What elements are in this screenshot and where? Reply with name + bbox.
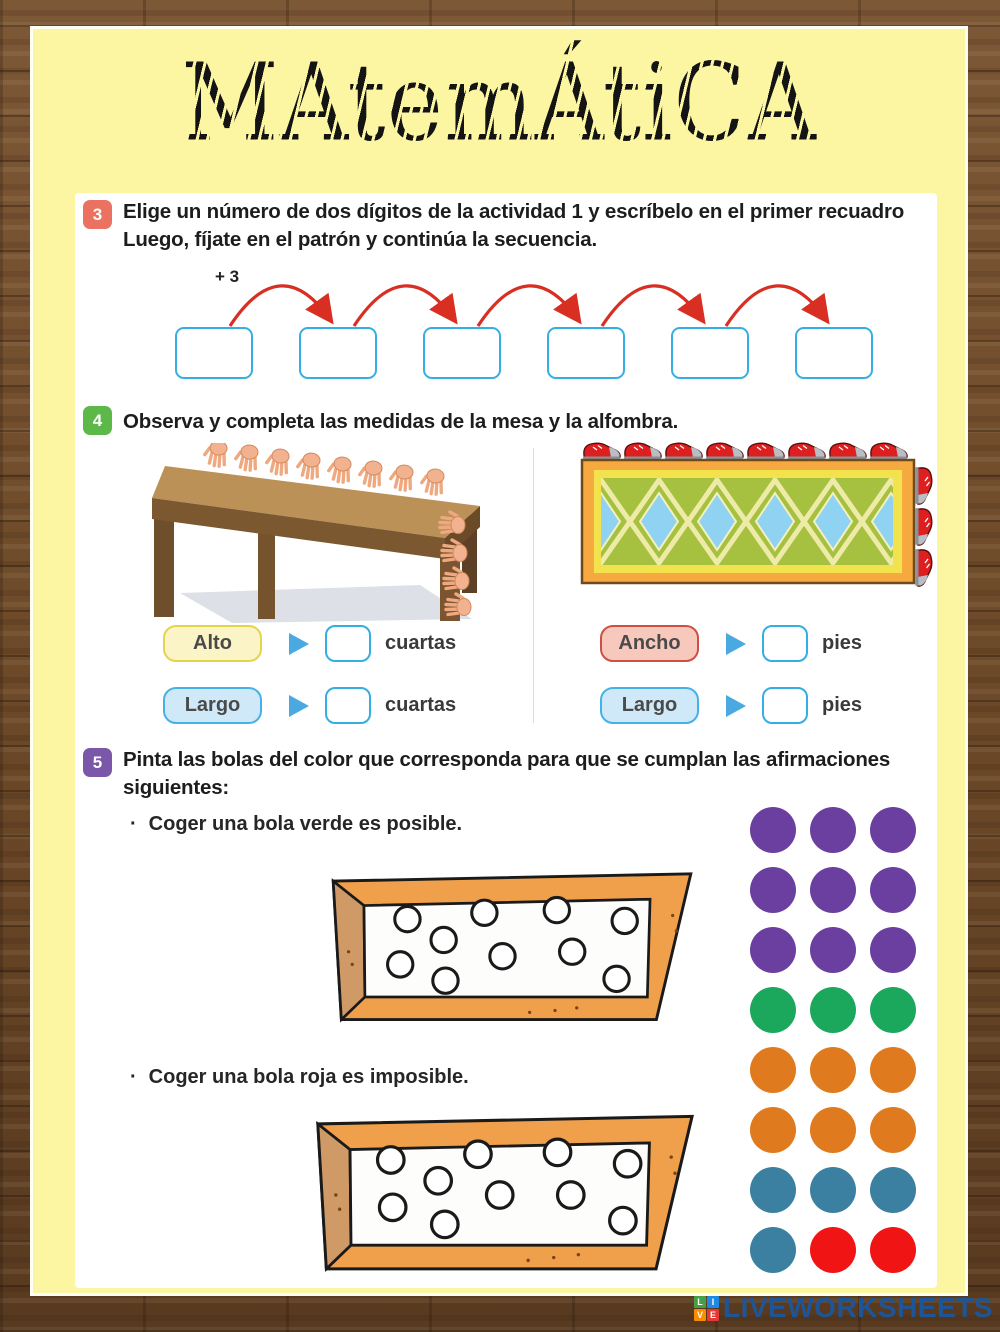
ball-dot-orange[interactable] — [870, 1047, 916, 1093]
ball[interactable] — [432, 1211, 459, 1238]
sequence-box-4[interactable] — [547, 327, 625, 379]
ball[interactable] — [472, 900, 497, 925]
ball-dot-orange[interactable] — [810, 1107, 856, 1153]
logo-square-V: V — [694, 1309, 706, 1321]
ball[interactable] — [560, 939, 585, 964]
exercise5-text: Pinta las bolas del color que corresponda para que se cumplan las afirmaciones siguientes: — [123, 748, 891, 800]
plus-three-label: + 3 — [215, 267, 240, 286]
sequence-box-3[interactable] — [423, 327, 501, 379]
ball-dot-purple[interactable] — [750, 927, 796, 973]
alto-answer-box[interactable] — [325, 625, 371, 662]
largo-alfombra-unit: pies — [822, 694, 863, 716]
ball[interactable] — [558, 1182, 585, 1209]
ball[interactable] — [425, 1168, 452, 1195]
logo-text: LIVEWORKSHEETS — [723, 1292, 993, 1323]
alto-unit: cuartas — [385, 632, 457, 654]
section-divider — [533, 448, 534, 723]
largo-alfombra-answer-box[interactable] — [762, 687, 808, 724]
ball-dot-orange[interactable] — [750, 1107, 796, 1153]
arrow-2 — [354, 286, 453, 326]
ball-dot-purple[interactable] — [870, 867, 916, 913]
largo-mesa-label: Largo — [163, 687, 262, 724]
ball[interactable] — [431, 927, 456, 952]
ball[interactable] — [379, 1194, 406, 1221]
ball[interactable] — [465, 1141, 492, 1168]
ball-dot-purple[interactable] — [870, 927, 916, 973]
arrow-5 — [726, 286, 825, 326]
ball[interactable] — [378, 1147, 405, 1174]
bullet-verde-text: Coger una bola verde es posible. — [148, 813, 463, 835]
arrow-4 — [602, 286, 701, 326]
table-shadow — [180, 585, 472, 623]
ball-dot-teal[interactable] — [750, 1167, 796, 1213]
ball[interactable] — [490, 944, 515, 969]
bullet-roja — [130, 1066, 469, 1089]
ball-dot-orange[interactable] — [810, 1047, 856, 1093]
bullet-marker: · — [130, 813, 137, 835]
triangle-icon — [726, 695, 746, 717]
bullet-roja-text: Coger una bola roja es imposible. — [148, 1066, 469, 1088]
balls-grid — [750, 807, 916, 1273]
measure-row-largo-alfombra — [600, 687, 862, 724]
arrow-3 — [478, 286, 577, 326]
ball-dot-teal[interactable] — [810, 1167, 856, 1213]
sequence-box-1[interactable] — [175, 327, 253, 379]
exercise3-badge: 3 — [83, 200, 112, 229]
sequence-arrows — [170, 268, 890, 330]
ball-dot-red[interactable] — [810, 1227, 856, 1273]
ball[interactable] — [544, 897, 569, 922]
ball-dot-teal[interactable] — [750, 1227, 796, 1273]
ancho-answer-box[interactable] — [762, 625, 808, 662]
ball[interactable] — [612, 908, 637, 933]
ball[interactable] — [486, 1182, 513, 1209]
table-leg-mid — [258, 527, 275, 619]
ball[interactable] — [544, 1139, 571, 1166]
ball-dot-purple[interactable] — [810, 927, 856, 973]
ball-dot-orange[interactable] — [870, 1107, 916, 1153]
ball-dot-purple[interactable] — [810, 807, 856, 853]
logo-squares — [694, 1296, 719, 1321]
logo-square-E: E — [707, 1309, 719, 1321]
ball-dot-purple[interactable] — [810, 867, 856, 913]
arrow-1 — [230, 286, 329, 326]
ball-dot-green[interactable] — [870, 987, 916, 1033]
bullet-marker: · — [130, 1066, 137, 1088]
carpet-illustration — [580, 438, 940, 590]
ball-dot-orange[interactable] — [750, 1047, 796, 1093]
measure-row-alto — [163, 625, 456, 662]
table-illustration — [140, 443, 485, 623]
sequence-box-2[interactable] — [299, 327, 377, 379]
balls-box-1 — [290, 863, 715, 1035]
exercise5-badge: 5 — [83, 748, 112, 777]
triangle-icon — [726, 633, 746, 655]
largo-mesa-unit: cuartas — [385, 694, 457, 716]
liveworksheets-logo[interactable] — [694, 1292, 993, 1324]
ball-dot-teal[interactable] — [870, 1167, 916, 1213]
ball-dot-purple[interactable] — [870, 807, 916, 853]
ball[interactable] — [433, 968, 458, 993]
logo-square-L: L — [694, 1296, 706, 1308]
largo-alfombra-label: Largo — [600, 687, 699, 724]
ball-dot-red[interactable] — [870, 1227, 916, 1273]
ball[interactable] — [610, 1207, 637, 1234]
ancho-unit: pies — [822, 632, 863, 654]
exercise3-text: Elige un número de dos dígitos de la actividad 1 y escríbelo en el primer recuadro Luego, fíjate en el patrón y continúa la secuencia. — [123, 200, 905, 252]
shoes-on-carpet-side — [915, 467, 932, 586]
triangle-icon — [289, 695, 309, 717]
ball-dot-purple[interactable] — [750, 807, 796, 853]
triangle-icon — [289, 633, 309, 655]
logo-square-I: I — [707, 1296, 719, 1308]
balls-box-2 — [280, 1105, 710, 1285]
worksheet-title-wrap — [30, 40, 968, 166]
ball-dot-green[interactable] — [810, 987, 856, 1033]
ball[interactable] — [604, 966, 629, 991]
measure-row-largo-mesa — [163, 687, 456, 724]
sequence-box-6[interactable] — [795, 327, 873, 379]
page-title: MAtemÁtiCA — [181, 40, 816, 168]
ball-dot-green[interactable] — [750, 987, 796, 1033]
ball[interactable] — [614, 1150, 641, 1177]
measure-row-ancho — [600, 625, 862, 662]
exercise4-text: Observa y completa las medidas de la mesa y la alfombra. — [123, 410, 679, 433]
carpet — [580, 460, 920, 583]
exercise4-badge: 4 — [83, 406, 112, 435]
ball-dot-purple[interactable] — [750, 867, 796, 913]
ball[interactable] — [395, 906, 420, 931]
sequence-box-5[interactable] — [671, 327, 749, 379]
shoes-on-carpet-top — [583, 443, 907, 460]
ball[interactable] — [388, 952, 413, 977]
alto-label: Alto — [163, 625, 262, 662]
bullet-verde — [130, 813, 462, 836]
ancho-label: Ancho — [600, 625, 699, 662]
largo-mesa-answer-box[interactable] — [325, 687, 371, 724]
table-leg-left — [154, 509, 174, 617]
worksheet-card — [75, 193, 937, 1288]
